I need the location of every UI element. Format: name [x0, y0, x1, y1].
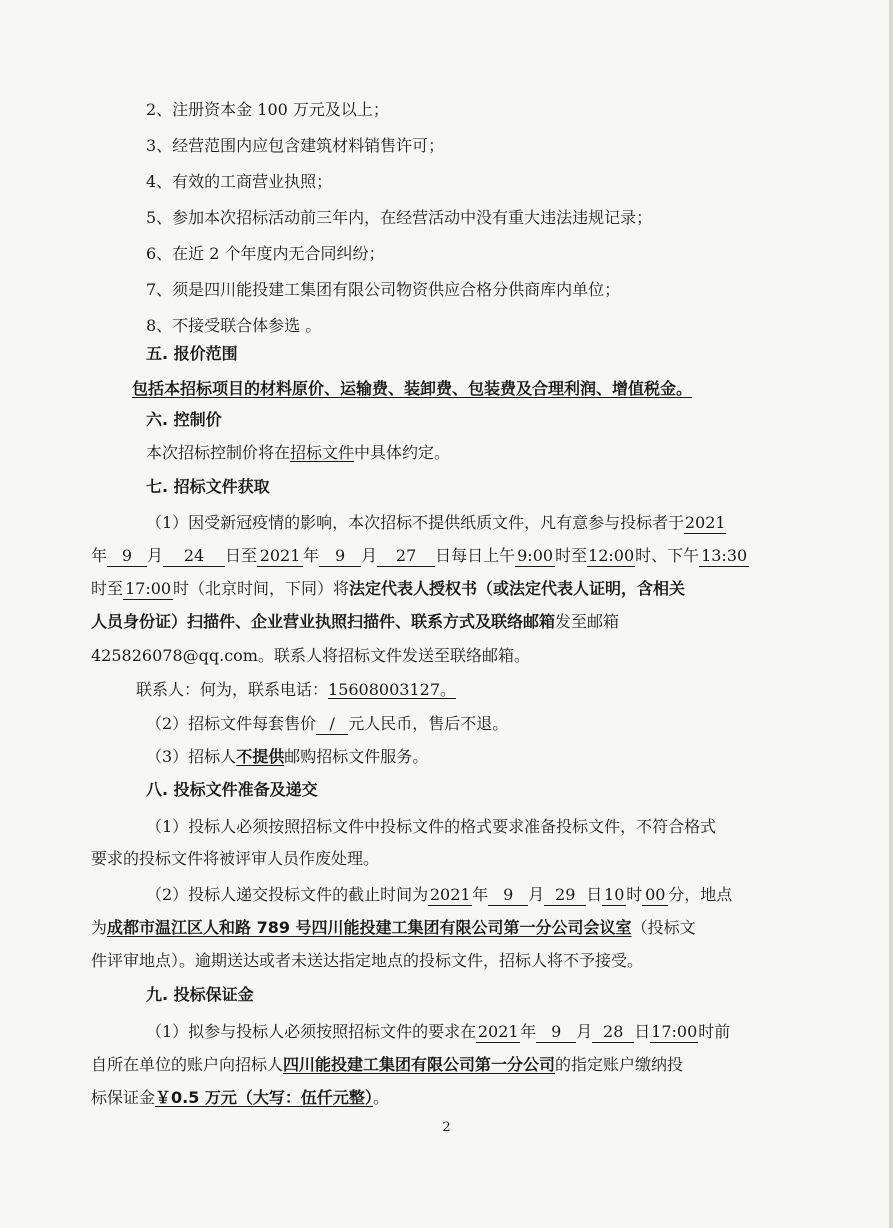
- tender-document-ref: 招标文件: [290, 443, 355, 462]
- deadline-month: 9: [488, 885, 528, 906]
- afternoon-end: 17:00: [124, 579, 172, 598]
- s8-location-post: （投标文: [631, 918, 696, 937]
- s8-p1-line2: 要求的投标文件将被评审人员作废处理。: [91, 849, 380, 868]
- requirement-item-6: 6、在近 2 个年度内无合同纠纷；: [146, 244, 385, 263]
- label-to-2: 时至: [91, 579, 124, 598]
- deposit-amount: ￥0.5 万元（大写：伍仟元整）: [155, 1088, 373, 1107]
- label-month: 月: [147, 546, 164, 565]
- requirement-item-2: 2、注册资本金 100 万元及以上；: [146, 100, 389, 119]
- section-6-text: 本次招标控制价将在: [146, 443, 291, 462]
- deposit-day: 28: [592, 1022, 634, 1043]
- section-6-heading: 六. 控制价: [146, 410, 222, 429]
- s7-p2: [146, 713, 508, 735]
- contact-phone: 15608003127。: [328, 680, 456, 699]
- deposit-year: 2021: [477, 1022, 519, 1041]
- label-minute-s8: 分，地点: [668, 885, 733, 904]
- recipient-company: 四川能投建工集团有限公司第一分公司: [283, 1055, 556, 1074]
- s9-text-end: 时前: [698, 1022, 731, 1041]
- s9-l2-text: 自所在单位的账户向招标人: [91, 1055, 284, 1074]
- section-5-body: 包括本招标项目的材料原价、运输费、装卸费、包装费及合理利润、增值税金。: [132, 379, 693, 398]
- section-8-heading: 八. 投标文件准备及递交: [146, 780, 318, 799]
- section-9-heading: 九. 投标保证金: [146, 985, 254, 1004]
- end-day: 27: [377, 546, 435, 567]
- s7-p1-line2: [91, 545, 749, 567]
- requirement-item-5: 5、参加本次招标活动前三年内，在经营活动中没有重大违法违规记录；: [146, 208, 653, 227]
- deadline-year: 2021: [429, 885, 471, 904]
- end-year: 2021: [257, 546, 303, 567]
- start-month: 9: [107, 546, 147, 567]
- s9-text: （1）拟参与投标人必须按照招标文件的要求在: [146, 1022, 477, 1041]
- label-day-s9: 日: [634, 1022, 651, 1041]
- s7-p2-text-end: 元人民币，售后不退。: [348, 714, 509, 733]
- label-year-2: 年: [303, 546, 320, 565]
- requirement-item-8: 8、不接受联合体参选 。: [146, 316, 322, 335]
- not-provided: 不提供: [236, 747, 285, 766]
- s9-line2: [91, 1054, 683, 1076]
- s8-p2-text: （2）投标人递交投标文件的截止时间为: [146, 885, 429, 904]
- morning-start: 9:00: [515, 546, 555, 567]
- deadline-day: 29: [544, 885, 586, 906]
- start-year: 2021: [684, 513, 726, 532]
- s7-p2-text: （2）招标文件每套售价: [146, 714, 317, 733]
- s8-p2-line2: [91, 917, 696, 939]
- label-year: 年: [91, 546, 108, 565]
- deposit-time: 17:00: [651, 1022, 698, 1041]
- submission-location: 成都市温江区人和路 789 号四川能投建工集团有限公司第一分公司会议室: [107, 918, 632, 937]
- label-year-s8: 年: [472, 885, 489, 904]
- section-6-body: [146, 442, 450, 464]
- label-afternoon: 时、下午: [635, 546, 700, 565]
- requirement-item-3: 3、经营范围内应包含建筑材料销售许可；: [146, 136, 445, 155]
- requirement-item-4: 4、有效的工商营业执照；: [146, 172, 333, 191]
- s7-p1-line4: [91, 611, 619, 633]
- page-number: 2: [442, 1120, 451, 1135]
- s7-p3: [146, 746, 428, 768]
- label-daily-morning: 日每日上午: [435, 546, 516, 565]
- deposit-month: 9: [536, 1022, 576, 1043]
- s9-line3: [91, 1087, 389, 1109]
- s9-line1: [146, 1021, 730, 1043]
- section-7-heading: 七. 招标文件获取: [146, 477, 270, 496]
- s7-p1-text: （1）因受新冠疫情的影响，本次招标不提供纸质文件，凡有意参与投标者于: [146, 513, 685, 532]
- label-to: 时至: [555, 546, 588, 565]
- label-until: 日至: [225, 546, 258, 565]
- contact-label: 联系人：何为，联系电话：: [136, 680, 329, 699]
- s7-p1-line3: [91, 578, 685, 600]
- s7-p1-line1: [146, 512, 726, 534]
- label-year-s9: 年: [520, 1022, 537, 1041]
- price-blank: /: [316, 714, 348, 735]
- s9-l2-text-end: 的指定账户缴纳投: [555, 1055, 684, 1074]
- morning-end: 12:00: [588, 546, 635, 565]
- requirement-item-7: 7、须是四川能投建工集团有限公司物资供应合格分供商库内单位；: [146, 280, 621, 299]
- contact-line: [136, 679, 456, 701]
- s7-required-docs: 法定代表人授权书（或法定代表人证明，含相关: [349, 579, 686, 598]
- end-month: 9: [319, 546, 361, 567]
- section-6-text-end: 中具体约定。: [354, 443, 451, 462]
- start-day: 24: [163, 546, 225, 567]
- section-5-heading: 五. 报价范围: [146, 344, 238, 363]
- s7-p1-line3-text: 时（北京时间，下同）将: [173, 579, 350, 598]
- s8-p2-line1: [146, 884, 732, 906]
- deadline-minute: 00: [642, 885, 668, 906]
- label-month-2: 月: [361, 546, 378, 565]
- s8-p2-line3: 件评审地点）。逾期送达或者未送达指定地点的投标文件，招标人将不予接受。: [91, 951, 644, 970]
- label-month-s8: 月: [528, 885, 545, 904]
- label-day-s8: 日: [586, 885, 603, 904]
- s7-p1-line5: 425826078@qq.com。联系人将招标文件发送至联络邮箱。: [91, 646, 530, 665]
- label-hour-s8: 时: [626, 885, 643, 904]
- s9-l3-text: 标保证金: [91, 1088, 156, 1107]
- s8-p1-line1: （1）投标人必须按照招标文件中投标文件的格式要求准备投标文件，不符合格式: [146, 817, 717, 836]
- s7-p3-text: （3）招标人: [146, 747, 237, 766]
- s9-l3-text-end: 。: [372, 1088, 389, 1107]
- s7-send-to: 发至邮箱: [555, 612, 620, 631]
- s7-p3-text-end: 邮购招标文件服务。: [284, 747, 429, 766]
- scan-edge: [889, 0, 893, 1228]
- deadline-hour: 10: [604, 885, 625, 904]
- label-month-s9: 月: [576, 1022, 593, 1041]
- s7-required-docs-cont: 人员身份证）扫描件、企业营业执照扫描件、联系方式及联络邮箱: [91, 612, 556, 631]
- s8-location-pre: 为: [91, 918, 108, 937]
- afternoon-start: 13:30: [701, 546, 748, 565]
